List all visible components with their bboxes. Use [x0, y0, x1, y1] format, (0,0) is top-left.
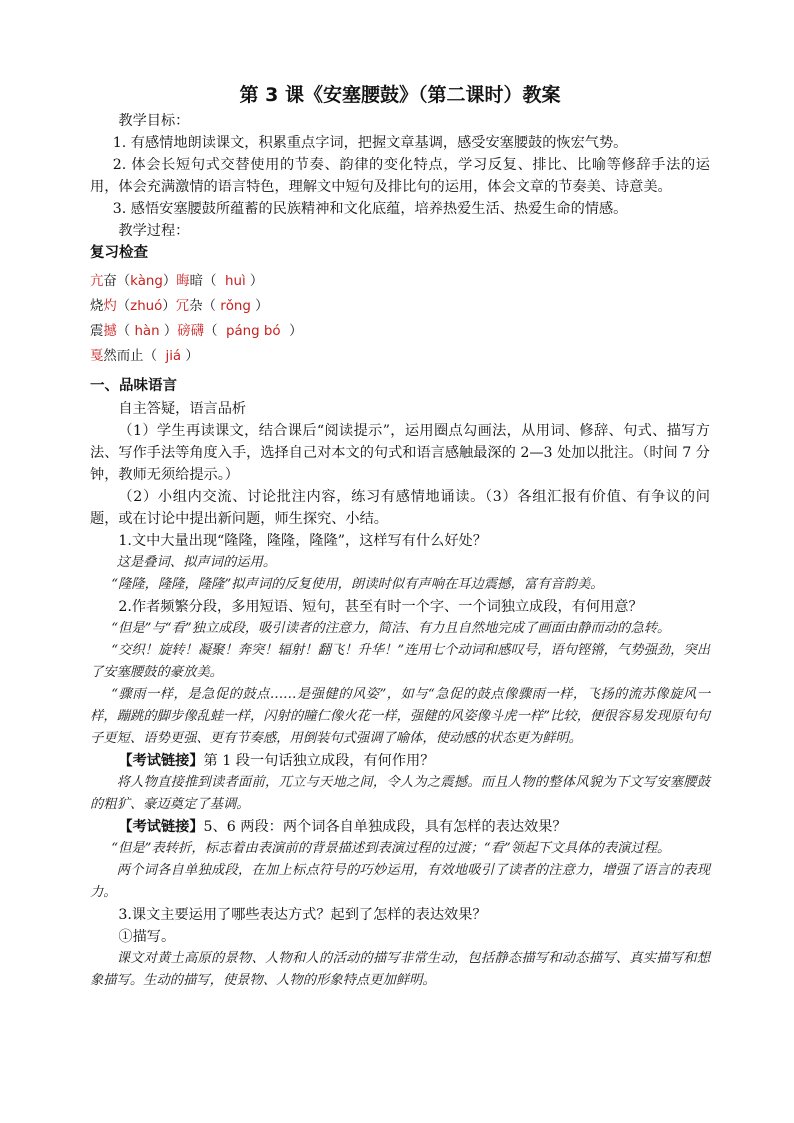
review-row: 亢奋（kàng）晦暗（ huì ） [90, 269, 710, 294]
goal-3: 3. 感悟安塞腰鼓所蕴蓄的民族精神和文化底蕴，培养热爱生活、热爱生命的情感。 [112, 201, 628, 217]
review-char-highlight: 灼 [103, 299, 117, 314]
review-char: 震 [90, 324, 104, 339]
question-2: 2.作者频繁分段，多用短语、短句，甚至有时一个字、一个词独立成段，有何用意？ [118, 599, 643, 615]
pinyin-answer: rǒng [220, 299, 251, 314]
document-page [90, 82, 710, 992]
pinyin-answer: zhuó [130, 299, 163, 314]
answer: “隆隆，隆隆，隆隆”拟声词的反复使用，朗读时似有声响在耳边震撼，富有音韵美。 [111, 577, 604, 592]
answer: “但是”与“看”独立成段，吸引读者的注意力，简洁、有力且自然地完成了画面由静而动的急转。 [111, 621, 671, 636]
exam-link-tag: 【考试链接】 [118, 819, 204, 835]
pinyin-answer: jiá [165, 349, 182, 364]
answer: 课文对黄土高原的景物、人物和人的活动的描写非常生动，包括静态描写和动态描写、真实描写和想象描写。生动的描写，使景物、人物的形象特点更加鲜明。 [90, 951, 710, 988]
pinyin-answer: páng bó [225, 324, 281, 339]
review-row: 烧灼（zhuó）冗杂（ rǒng ） [90, 294, 710, 319]
goal-2: 2. 体会长短句式交替使用的节奏、韵律的变化特点，学习反复、排比、比喻等修辞手法的运用，体会充满激情的语言特色，理解文中短句及排比句的运用，体会文章的节奏美、诗意美。 [90, 157, 710, 195]
pinyin-answer: kàng [130, 274, 163, 289]
answer: “骤雨一样，是急促的鼓点……是强健的风姿”，如与“急促的鼓点像骤雨一样，飞扬的流苏像旋风一样，蹦跳的脚步像乱蛙一样，闪射的瞳仁像火花一样，强健的风姿像斗虎一样”比较，便很容易发现原句句子更短、语势更强、更有节奏感，用倒装句式强调了喻体，使动感的状态更为鲜明。 [90, 687, 710, 746]
pinyin-answer: hàn [134, 324, 160, 339]
review-char-highlight: 戛 [90, 349, 104, 364]
section-intro: 自主答疑，语言品析 [118, 401, 247, 417]
review-char: 奋 [103, 274, 117, 289]
review-heading: 复习检查 [90, 245, 148, 261]
review-char-highlight: 撼 [103, 324, 117, 339]
goals-label: 教学目标： [118, 113, 190, 129]
goal-1: 1. 有感情地朗读课文，积累重点字词，把握文章基调，感受安塞腰鼓的恢宏气势。 [112, 135, 628, 151]
answer: 这是叠词、拟声词的运用。 [116, 555, 277, 570]
sub-heading: ①描写。 [118, 929, 176, 945]
review-char: 烧 [90, 299, 104, 314]
process-label: 教学过程： [118, 223, 190, 239]
question-1: 1.文中大量出现“隆隆，隆隆，隆隆”，这样写有什么好处？ [118, 533, 487, 549]
answer: 将人物直接推到读者面前，兀立与天地之间，令人为之震撼。而且人物的整体风貌为下文写安塞腰鼓的粗犷、豪迈奠定了基调。 [90, 775, 710, 812]
review-list [90, 269, 710, 369]
review-char: 杂 [189, 299, 203, 314]
paragraph: （1）学生再读课文，结合课后“阅读提示”，运用圈点勾画法，从用词、修辞、句式、描写方法、写作手法等角度入手，选择自己对本文的句式和语言感触最深的 2—3 处加以批注。（时间 7 分钟，教师无须给提示。） [90, 423, 710, 483]
exam-link-1 [90, 750, 710, 772]
review-char-highlight: 磅礴 [177, 324, 205, 339]
pinyin-answer: huì [224, 274, 246, 289]
exam-link-2 [90, 816, 710, 838]
review-char-highlight: 晦 [176, 274, 190, 289]
section-heading: 一、品味语言 [90, 378, 177, 394]
answer: “交织！旋转！凝聚！奔突！辐射！翻飞！升华！”连用七个动词和感叹号，语句铿锵，气势强劲，突出了安塞腰鼓的豪放美。 [90, 643, 710, 680]
review-char: 暗 [189, 274, 204, 289]
exam-question: 5、6 两段：两个词各自单独成段，具有怎样的表达效果？ [203, 819, 567, 835]
review-char-highlight: 冗 [175, 299, 190, 314]
review-char: 然而止 [103, 349, 144, 364]
question-3: 3.课文主要运用了哪些表达方式？起到了怎样的表达效果？ [118, 907, 487, 923]
paragraph: （2）小组内交流、讨论批注内容，练习有感情地诵读。（3）各组汇报有价值、有争议的问题，或在讨论中提出新问题，师生探究、小结。 [90, 489, 710, 527]
answer: 两个词各自单独成段，在加上标点符号的巧妙运用，有效地吸引了读者的注意力，增强了语言的表现力。 [90, 863, 710, 900]
exam-question: 第 1 段一句话独立成段，有何作用？ [203, 753, 435, 769]
answer: “但是”表转折，标志着由表演前的背景描述到表演过程的过渡；“看”领起下文具体的表演过程。 [111, 841, 671, 856]
review-row: 震撼（ hàn ）磅礴（ páng bó ） [90, 319, 710, 344]
review-row: 戛然而止（ jiá ） [90, 344, 710, 369]
page-title: 第 3 课《安塞腰鼓》（第二课时）教案 [239, 84, 561, 106]
review-char-highlight: 亢 [90, 274, 104, 289]
exam-link-tag: 【考试链接】 [118, 753, 204, 769]
